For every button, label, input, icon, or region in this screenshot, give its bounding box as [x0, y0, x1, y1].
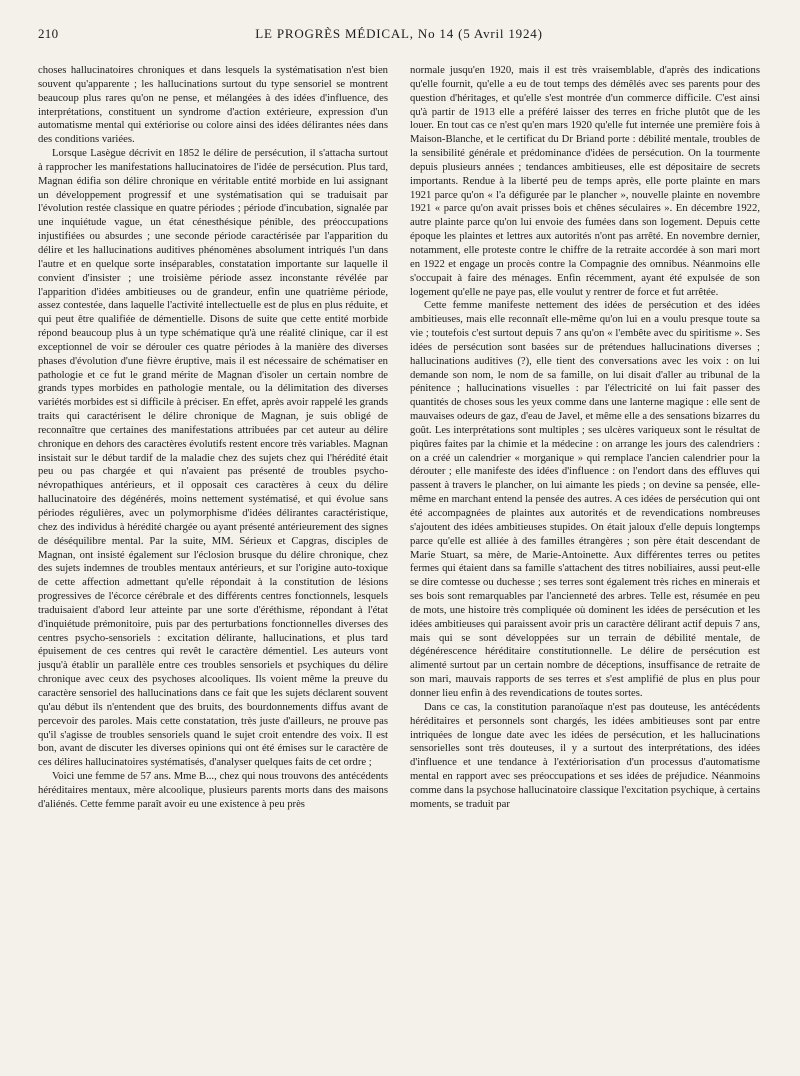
paragraph: normale jusqu'en 1920, mais il est très vraisemblable, d'après des indications qu'elle fournit, qu'elle a eu de tout temps des démêlés avec ses parents pour des question d'héritages, et qu'elle s'est montrée d'un commerce difficile. C'est ainsi qu'à partir de 1913 elle a préféré laisser des terres en friche plutôt que de les louer. En tout cas ce n'est qu'en mars 1920 qu'elle fut internée une première fois à Maison-Blanche, et le certificat du Dr Briand porte : débilité mentale, troubles de la sensibilité générale et prédominance d'idées de persécution. On la tourmente depuis plusieurs années ; tendances ambitieuses, elle est dépositaire de secrets importants. Rendue à la liberté peu de temps après, elle porte plainte en mars 1921 parce qu'on « l'a défigurée par le plancher », nouvelle plainte en novembre 1921 « parce qu'on avait prisses bois et chênes séculaires ». En décembre 1922, autre plainte parce qu'on lui envoie des fumées dans son logement. Depuis cette époque les plaintes et lettres aux autorités n'ont pas arrêté. En novembre dernier, notamment, elle proteste contre le chiffre de la retraite accordée à son mari mort en 1922 et engage un procès contre la Compagnie des omnibus. Néanmoins elle s'occupait à faire des ménages. Enfin récemment, ayant été expulsée de son logement qu'elle ne paye pas, elle voulut y rentrer de force et fut arrêtée.	[410, 65, 760, 298]
paragraph: Voici une femme de 57 ans. Mme B..., chez qui nous trouvons des antécédents héréditaires mentaux, mère alcoolique, plusieurs parents morts dans des maisons d'aliénés. Cette femme paraît avoir eu une existence à peu près	[38, 771, 388, 810]
paragraph: Lorsque Lasègue décrivit en 1852 le délire de persécution, il s'attacha surtout à rapprocher les manifestations hallucinatoires de l'idée de persécution. Plus tard, Magnan édifia son délire chronique en véritable entité morbide en lui assignant un développement progressif et une systématisation qui se traduisait par l'évolution restée classique en quatre périodes ; période d'incubation, signalée par une inquiétude vague, un état cénesthésique pénible, des préoccupations injustifiées ou absurdes ; une seconde période caractérisée par l'apparition du délire et les hallucinations auditives phénomènes absolument intriqués l'un dans l'autre et en quelque sorte inséparables, constatation importante sur laquelle il convient d'insister ; une troisième période assez inconstante révélée par l'apparition d'idées ambitieuses ou de grandeur, enfin une quatrième période, assez contestée, dans laquelle l'activité intellectuelle est de plus en plus réduite, et qui peut être qualifiée de démentielle. Disons de suite que cette entité morbide répond beaucoup plus à un type schématique qu'à une réalité clinique, car il est exceptionnel de voir se dérouler ces quatre périodes à la manière des diverses phases d'évolution d'une fièvre éruptive, mais il est nécessaire de schématiser en pathologie et ce fut le grand mérite de Magnan d'isoler un certain nombre de grands types morbides en pathologie mentale, ou la délimitation des diverses variétés morbides est si difficile à préciser. En effet, après avoir rappelé les grands traits qui caractérisent le délire chronique de Magnan, je suis obligé de reconnaître que certaines des manifestations attribuées par cet auteur au délire chronique en dehors des caractères évolutifs restent encore très variables. Magnan insistait sur le début tardif de la maladie chez des sujets chez qui l'hérédité était peu ou pas chargée et qui n'avaient pas présenté de troubles psycho-névropathiques antérieurs, et il opposait ces caractères à ceux du délire hallucinatoire des dégénérés, moins nettement systématisé, et qui évolue sans périodes régulières, avec un polymorphisme d'idées délirantes caractéristique, chez des individus à hérédité chargée ou ayant présenté antérieurement des signes de déséquilibre mental. Par la suite, MM. Sérieux et Capgras, disciples de Magnan, ont insisté également sur l'éclosion brusque du délire chronique, chez des sujets indemnes de troubles mentaux antérieurs, et sur l'origine auto-toxique de cette affection admettant qu'elle répondait à la constitution de lésions progressives de l'écorce cérébrale et des différents centres fonctionnels, lesquels traduisaient d'abord leur atteinte par une sorte d'éréthisme, répondant à l'état d'inquiétude prémonitoire, puis par des perturbations fonctionnelles diverses des centres psycho-sensoriels : excitation délirante, hallucinations, et plus tard épuisement de ces centres qui revêt le caractère démentiel. Les auteurs vont jusqu'à établir un parallèle entre ces troubles sensoriels et psychiques du délire chronique avec ceux des psychoses alcooliques. Ils voient même la preuve du caractère sensoriel des hallucinations dans ce fait que les sujets déclarent souvent qu'au début ils n'entendent que des bruits, des bourdonnements diffus avant de percevoir des paroles. Mais cette constatation, très juste d'ailleurs, ne prouve pas qu'il s'agisse de troubles sensoriels quand le sujet croit entendre des voix. Il est bon, avant de discuter les diverses opinions qui ont été émises sur le caractère de ces délires hallucinatoires systématisés, d'analyser quelques faits de cet ordre ;	[38, 148, 388, 769]
paragraph: choses hallucinatoires chroniques et dans lesquels la systématisation n'est bien souvent qu'apparente ; les hallucinations surtout du type sensoriel se montrent beaucoup plus rares qu'on ne pense, et mélangées à des idées d'influence, des interprétations, constituent un syndrome d'action extérieure, expression d'un automatisme mental qui extériorise ou colore ainsi des idées délirantes nées dans des conditions variées.	[38, 65, 388, 146]
right-column	[410, 64, 760, 812]
running-head	[38, 26, 760, 48]
article-body	[38, 64, 760, 812]
journal-title: LE PROGRÈS MÉDICAL, No 14 (5 Avril 1924)	[255, 26, 543, 41]
left-column	[38, 64, 388, 812]
page-number: 210	[38, 26, 59, 41]
paragraph: Dans ce cas, la constitution paranoïaque n'est pas douteuse, les antécédents héréditaires et personnels sont chargés, les idées ambitieuses sont par entre intriquées de longue date avec les idées de persécution, et les hallucinations sensorielles sont très douteuses, il y a surtout des interprétations, des idées d'influence et une tendance à l'extériorisation d'un processus d'automatisme mental en rapport avec ses préoccupations et ses idées de préjudice. Néanmoins comme dans la psychose hallucinatoire classique l'excitation psychique, à certains moments, se traduit par	[410, 701, 760, 810]
paragraph: Cette femme manifeste nettement des idées de persécution et des idées ambitieuses, mais elle reconnaît elle-même qu'on lui en a voulu presque toute sa vie ; toutefois c'est surtout depuis 7 ans qu'on « l'embête avec du spiritisme ». Ses idées de persécution sont basées sur de prétendues hallucinations diverses ; hallucinations auditives (?), elle tient des conversations avec les voix : on lui demande son nom, le nom de sa famille, on lui disait d'aller au tribunal de la pénitence ; hallucinations visuelles : par l'électricité on lui fait passer des quantités de choses sous les yeux comme dans une lanterne magique : elle sent de mauvaises odeurs de gaz, d'eau de Javel, et même elle a des sensations bizarres du goût. Les interprétations sont multiples ; ses ulcères variqueux sont le résultat de piqûres faites par la chimie et la médecine : on arrange les jours des calendriers : on a créé un calendrier « morganique » qui remplace l'ancien calendrier pour la dérouter ; elle manifeste des idées d'influence : on l'endort dans des effluves qui passent à travers le plancher, on lui aimante les pieds ; on devine sa pensée, elle-même en marchant entend la pensée des autres. A ces idées de persécution qui ont été accompagnées de plaintes aux autorités et de revendications nombreuses s'ajoutent des idées ambitieuses stupides. On était jaloux d'elle depuis longtemps parce qu'elle est alliée à des familles étrangères ; son père était descendant de Marie Stuart, sa mère, de Marie-Antoinette. Aux différentes terres ou petites fermes qui étaient dans sa famille s'attachent des titres nobiliaires, aussi peut-elle se dire comtesse ou duchesse ; ses terres sont également très riches en minerais et ses bois sont remarquables par l'ancienneté des arbres. Telle est, résumée en peu de mots, une histoire très compliquée où dominent les idées de persécution et les idées ambitieuses qui paraissent avoir pris un caractère délirant actif depuis 7 ans, mais qui se sont développées sur un terrain de débilité mentale, de dégénérescence héréditaire constitutionnelle. Le délire de persécution est alimenté surtout par un certain nombre de déceptions, insuffisance de retraite de son mari, mauvais rapports de ses terres et s'est amplifié de plus en plus pour donner lieu enfin à des revendications de toutes sortes.	[410, 300, 760, 699]
